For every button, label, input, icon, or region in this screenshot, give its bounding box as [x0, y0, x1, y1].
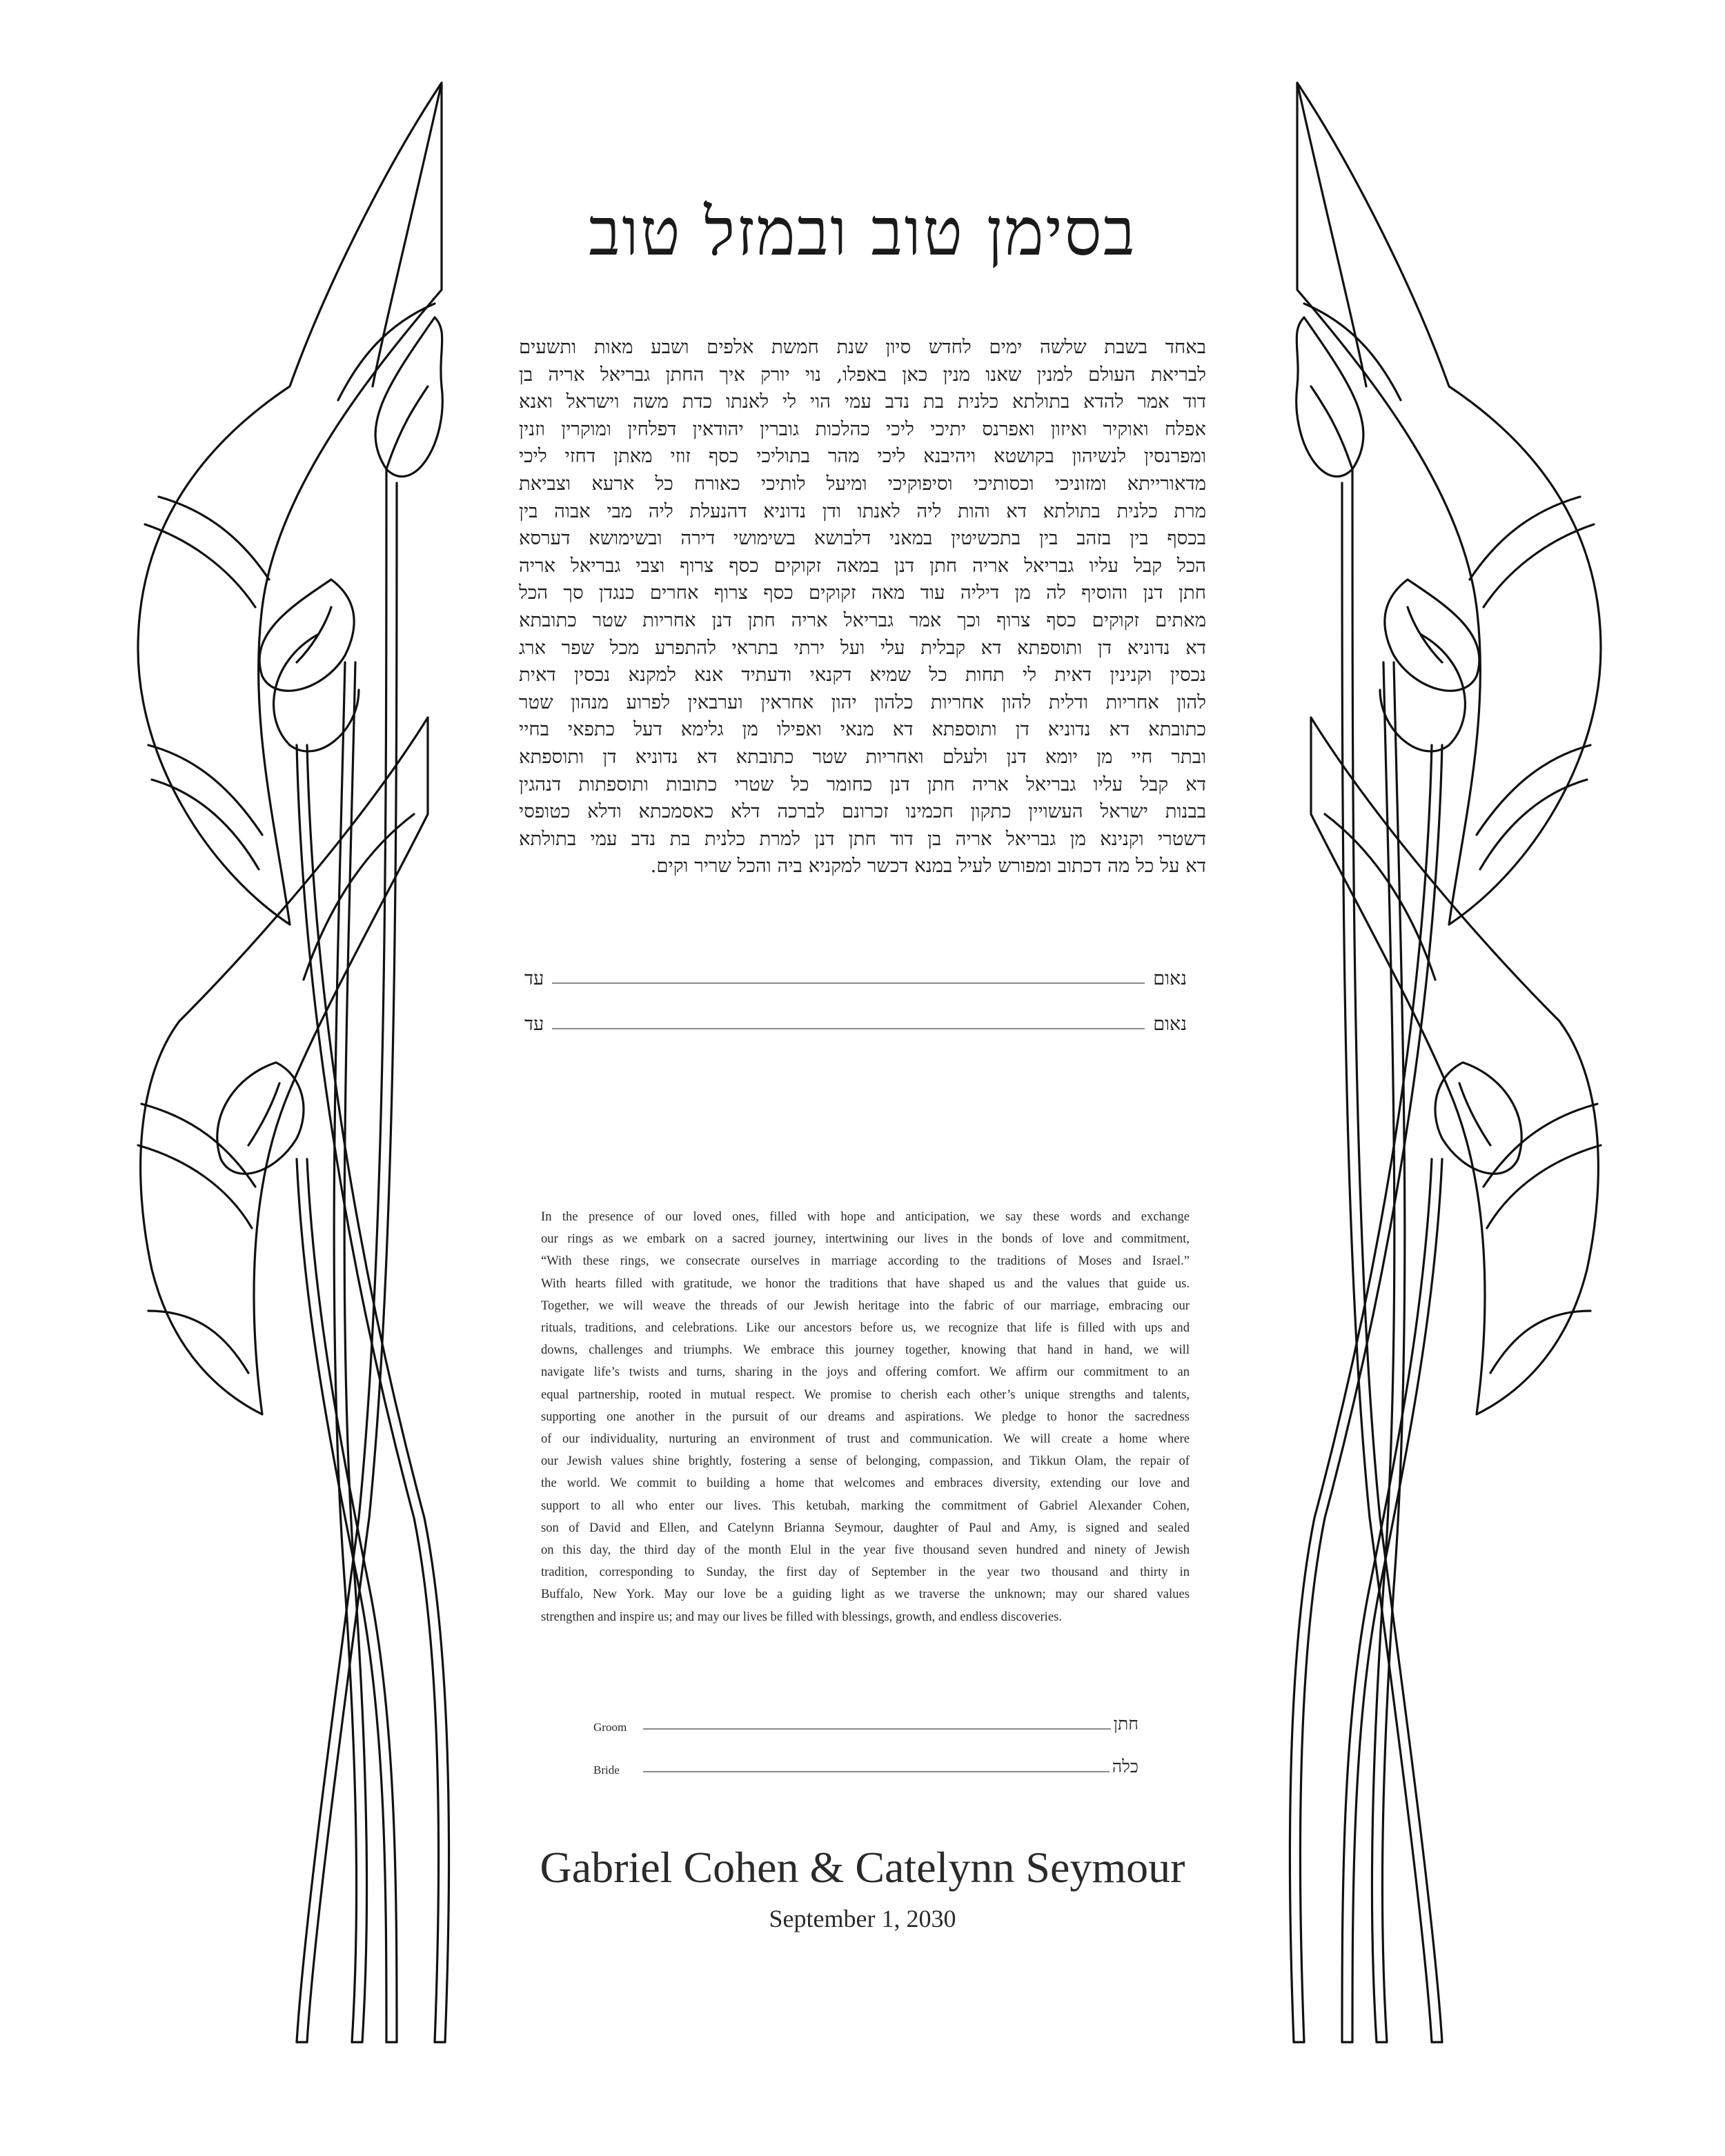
signature-line: [643, 1771, 1110, 1772]
hebrew-line: דא על כל מה דכתוב ומפורש לעיל במנא דכשר למקניא ביה והכל שריר וקים.: [650, 855, 1206, 878]
hebrew-line: דא קבל עליו גבריאל אריה חתן דנן כחומר כל שטרי כתובות ותוספתות דנהגין: [519, 773, 1206, 795]
witness-title-label: עד: [524, 1013, 544, 1035]
bride-signature-line[interactable]: [593, 1754, 1138, 1777]
witness-signature-line-2[interactable]: [524, 1007, 1187, 1035]
hebrew-line: דוד אמר להדא בתולתא כלנית בת נדב עמי הוי לי לאנתו כדת משה וישראל ואנא: [519, 390, 1206, 413]
english-line: With hearts filled with gratitude, we honor the traditions that have shaped us and the values that guide us.: [541, 1276, 1190, 1291]
english-line: of our individuality, nurturing an environment of trust and communication. We will create a home where: [541, 1432, 1190, 1447]
english-line: downs, challenges and triumphs. We embrace this journey together, knowing that hand in hand, we will: [541, 1343, 1190, 1358]
hebrew-line: מרת כלנית בתולתא דא והות ליה לאנתו ודן נדוניא דהנעלת ליה מבי אבוה בין: [519, 500, 1206, 522]
hebrew-line: אפלח ואוקיר ואיזון ואפרנס יתיכי ליכי כהלכות גוברין יהודאין דפלחין ומוקרין וזנין: [519, 417, 1206, 440]
hebrew-line: מאתים זקוקים כסף צרוף וכך אמר גבריאל אריה חתן דנן אחריות שטר כתובתא: [519, 609, 1206, 631]
hebrew-line: בכסף בין בזהב בין בתכשיטין במאני דלבושא בשימושי דירה ובשימושא דערסא: [519, 527, 1206, 550]
witness-title-label: עד: [524, 968, 544, 989]
english-line: “With these rings, we consecrate ourselves in marriage according to the traditions of Moses and Israel.”: [541, 1254, 1190, 1269]
witness-role-label: נאום: [1153, 968, 1187, 989]
english-line: rituals, traditions, and celebrations. Like our ancestors before us, we recognize that life is filled with ups and: [541, 1321, 1190, 1336]
hebrew-line: ומפרנסין לנשיהון בקושטא ויהיבנא ליכי מהר בתוליכי כסף זוזי מאתן דחזי ליכי: [519, 445, 1206, 468]
bride-hebrew-label: כלה: [1112, 1757, 1138, 1777]
english-line: strengthen and inspire us; and may our lives be filled with blessings, growth, and endless discoveries.: [541, 1609, 1062, 1624]
signature-line: [552, 1028, 1145, 1029]
calla-lily-left-illustration: [0, 0, 490, 2156]
english-line: our Jewish values shine brightly, fostering a sense of belonging, compassion, and Tikkun Olam, the repair of: [541, 1454, 1190, 1469]
english-line: on this day, the third day of the month Elul in the year five thousand seven hundred and ninety of Jewish: [541, 1543, 1190, 1558]
ketubah-hebrew-title: בסימן טוב ובמזל טוב: [589, 193, 1136, 270]
english-line: navigate life’s twists and turns, sharing in the joys and offering comfort. We affirm our commitment to an: [541, 1365, 1190, 1380]
hebrew-line: חתן דנן והוסיף לה מן דיליה עוד מאה זקוקים כסף צרוף אחרים כנגדן סך הכל: [519, 582, 1206, 604]
english-line: In the presence of our loved ones, filled with hope and anticipation, we say these words and exchange: [541, 1209, 1190, 1224]
groom-label: Groom: [593, 1721, 627, 1734]
groom-signature-line[interactable]: [593, 1711, 1138, 1734]
hebrew-line: באחד בשבת שלשה ימים לחדש סיון שנת חמשת אלפים ושבע מאות ותשעים: [519, 336, 1206, 358]
hebrew-line: ובתר חיי מן יומא דנן ולעלם ואחריות שטר כתובתא דא נדוניא דן ותוספתא: [519, 745, 1206, 768]
english-line: Together, we will weave the threads of our Jewish heritage into the fabric of our marriage, embracing our: [541, 1298, 1190, 1313]
hebrew-line: לבריאת העולם למנין שאנו מנין כאן באפלו, נוי יורק איך החתן גבריאל אריה בן: [519, 363, 1206, 386]
english-ketubah-text: [541, 1206, 1190, 1628]
witness-role-label: נאום: [1153, 1013, 1187, 1035]
signature-line: [552, 982, 1145, 984]
english-line: equal partnership, rooted in mutual respect. We promise to cherish each other’s unique strengths and talents,: [541, 1387, 1190, 1402]
signature-line: [643, 1728, 1111, 1730]
hebrew-line: דא נדוניא דן ותוספתא דא קבלית עלי ועל ירתי בתראי להתפרע מכל שפר ארג: [519, 636, 1206, 659]
hebrew-line: דשטרי וקנינא מן גבריאל אריה בן דוד חתן דנן למרת כלנית בת נדב עמי בתולתא: [519, 827, 1206, 850]
hebrew-line: נכסין וקנינין דאית לי תחות כל שמיא דקנאי ודעתיד אנא למקנא נכסין דאית: [519, 664, 1206, 686]
hebrew-line: מדאורייתא ומזוניכי וכסותיכי וסיפוקיכי ומיעל לותיכי כאורח כל ארעא וצביאת: [519, 472, 1206, 495]
witness-signature-line-1[interactable]: [524, 962, 1187, 989]
english-line: tradition, corresponding to Sunday, the first day of September in the year two thousand and thirty in: [541, 1565, 1190, 1580]
groom-hebrew-label: חתן: [1113, 1714, 1138, 1734]
english-line: our rings as we embark on a sacred journey, intertwining our lives in the bonds of love and commitment,: [541, 1232, 1190, 1247]
bride-label: Bride: [593, 1763, 620, 1777]
wedding-date: September 1, 2030: [769, 1905, 956, 1932]
hebrew-ketubah-text: [519, 334, 1206, 880]
calla-lily-right-illustration: [1235, 0, 1725, 2156]
english-line: Buffalo, New York. May our love be a guiding light as we traverse the unknown; may our shared values: [541, 1587, 1190, 1602]
hebrew-line: להון אחריות ודלית להון אחריות כלהון יהון אחראין וערבאין לפרוע מנהון שטר: [519, 691, 1206, 713]
hebrew-line: בבנות ישראל העשויין כתקון חכמינו זכרונם לברכה דלא כאסמכתא ודלא כטופסי: [519, 800, 1206, 823]
couple-names: Gabriel Cohen & Catelynn Seymour: [540, 1843, 1185, 1892]
english-line: son of David and Ellen, and Catelynn Brianna Seymour, daughter of Paul and Amy, is signed and sealed: [541, 1520, 1190, 1535]
english-line: supporting one another in the pursuit of our dreams and aspirations. We pledge to honor the sacredness: [541, 1409, 1190, 1424]
hebrew-line: הכל קבל עליו גבריאל אריה חתן דנן במאה זקוקים כסף צרוף וצבי גבריאל אריה: [519, 554, 1206, 577]
hebrew-line: כתובתא דא נדוניא דן ותוספתא דא מנאי ואפילו מן גלימא דעל כתפאי בחיי: [519, 718, 1206, 741]
english-line: the world. We commit to building a home that welcomes and embraces diversity, extending our love and: [541, 1476, 1190, 1491]
english-line: support to all who enter our lives. This ketubah, marking the commitment of Gabriel Alexander Cohen,: [541, 1498, 1190, 1513]
